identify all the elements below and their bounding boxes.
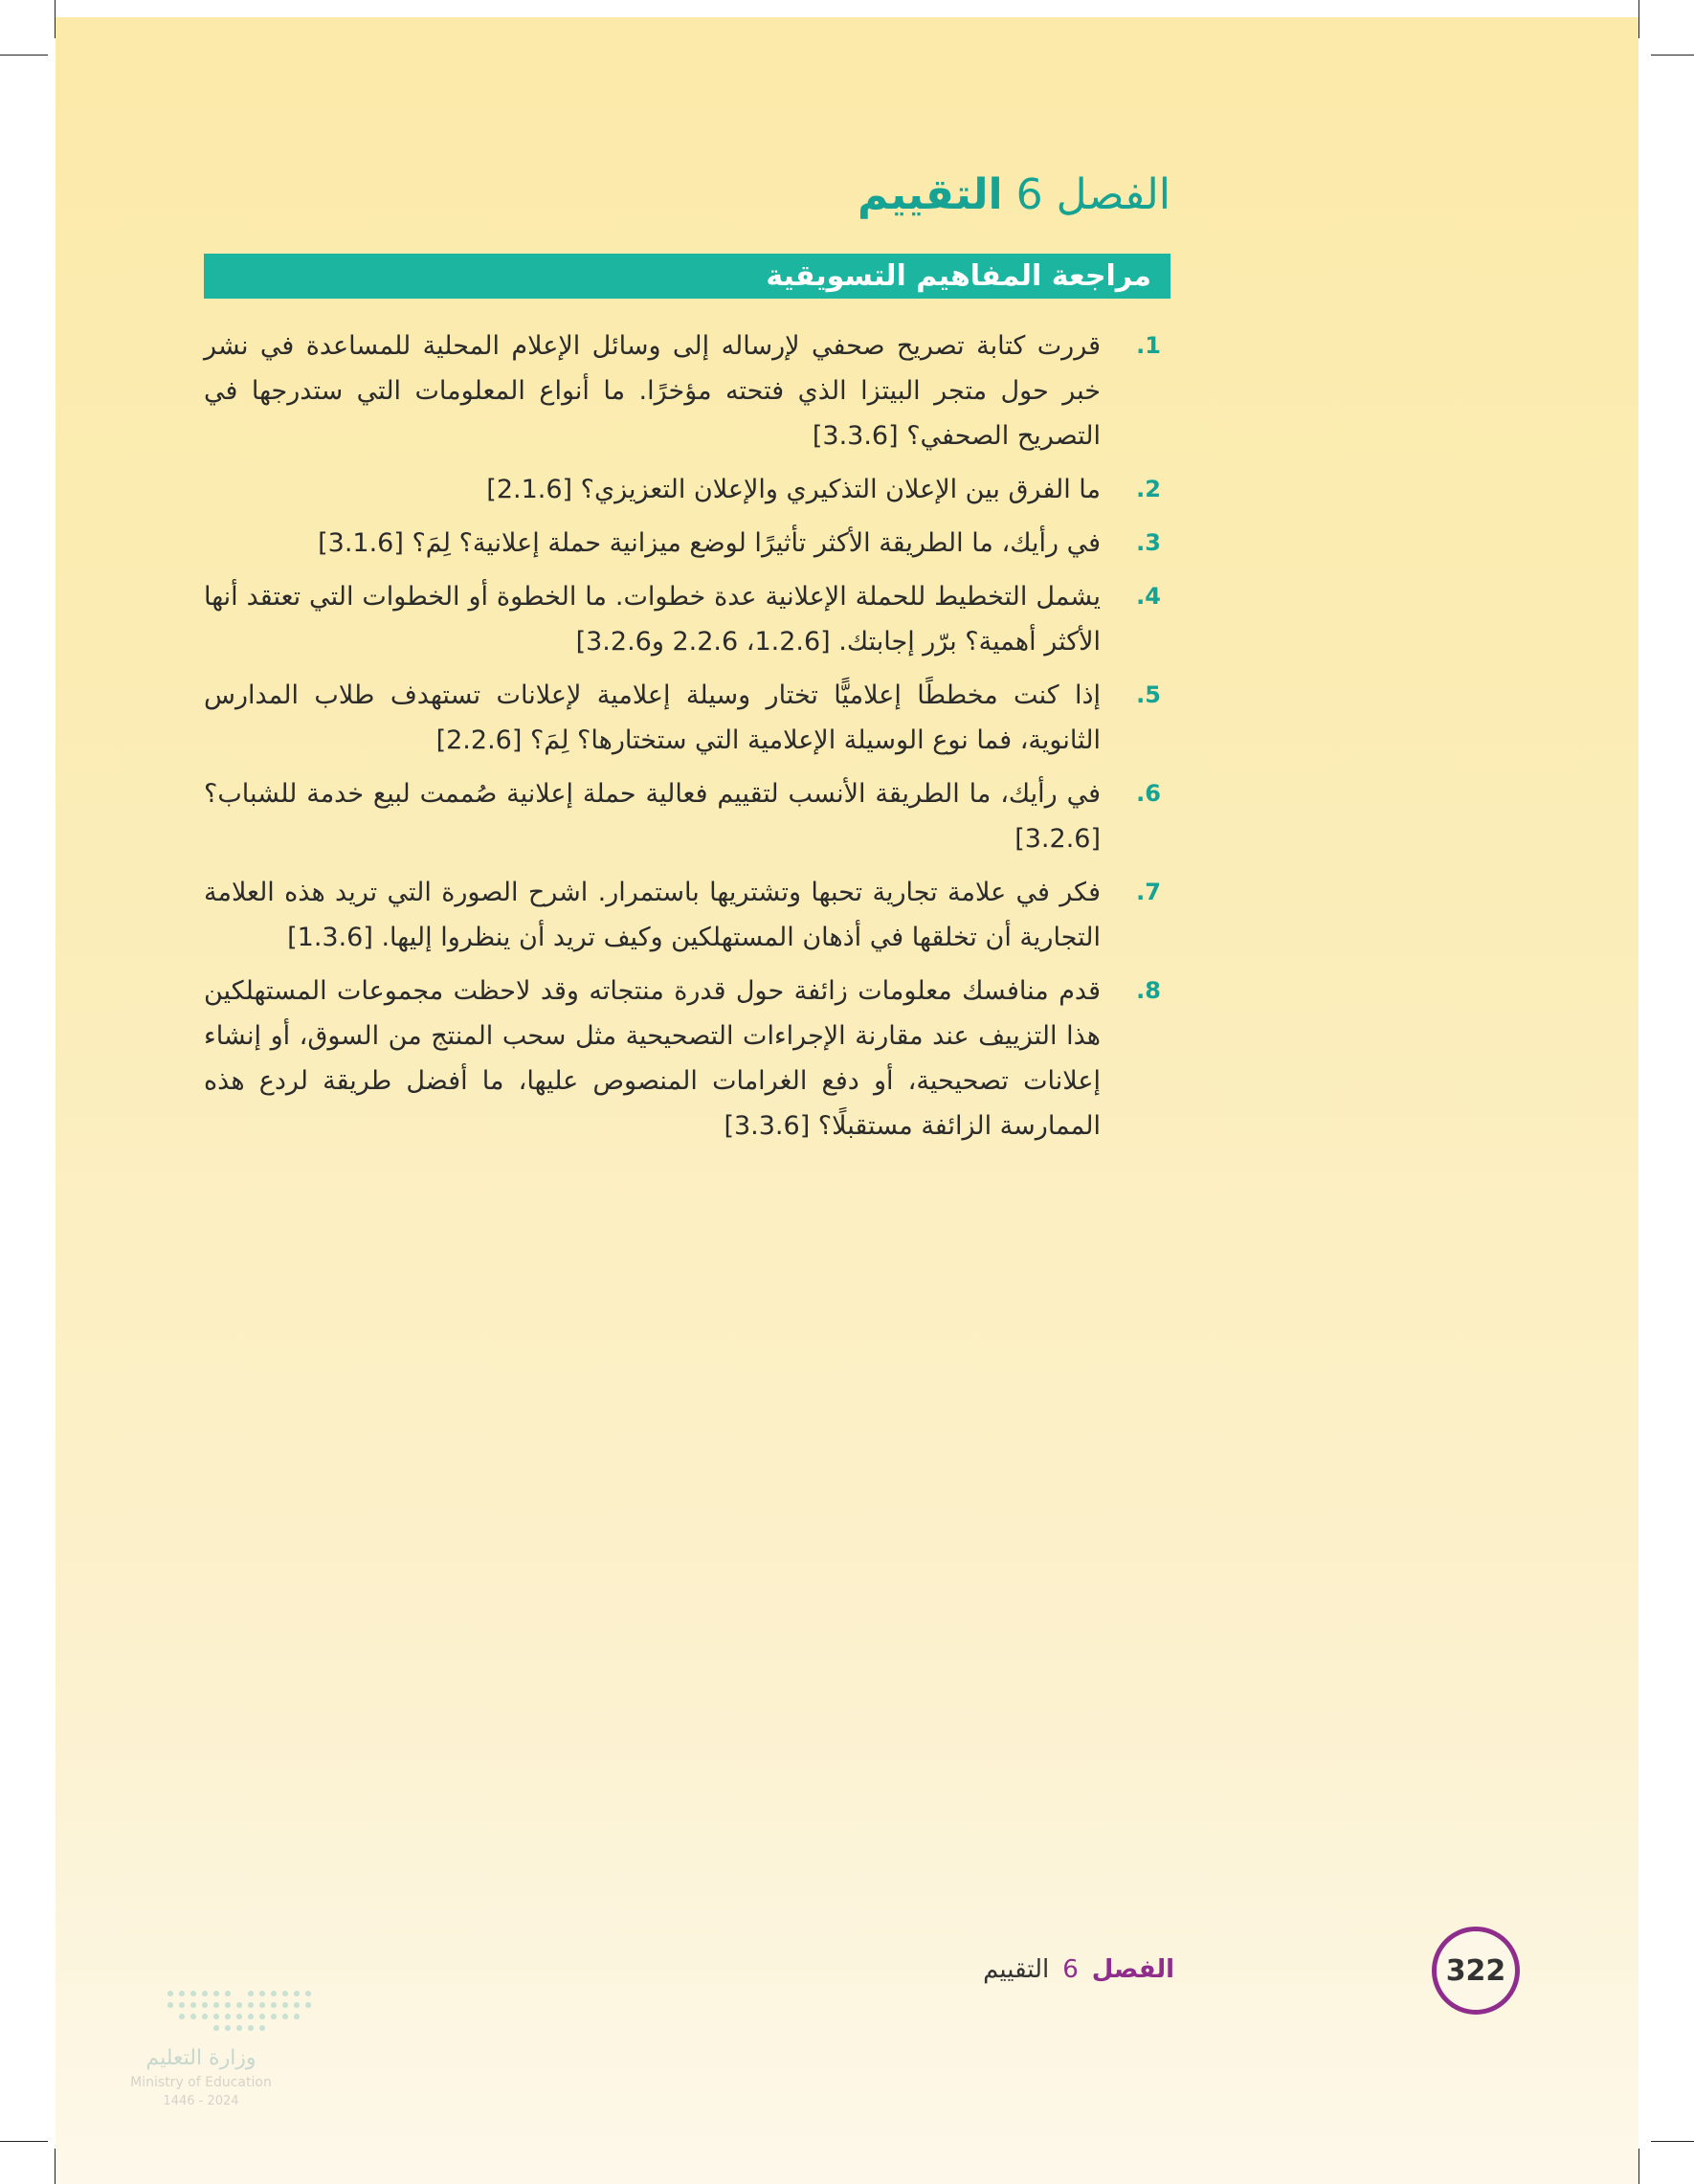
question-number: 6. <box>1136 780 1161 807</box>
chapter-label: الفصل 6 <box>1015 170 1170 219</box>
ministry-name-english: Ministry of Education <box>130 2075 272 2090</box>
question-text: في رأيك، ما الطريقة الأنسب لتقييم فعالية حملة إعلانية صُممت لبيع خدمة للشباب؟ [3.2.6] <box>204 779 1101 854</box>
question-text: قدم منافسك معلومات زائفة حول قدرة منتجاته وقد لاحظت مجموعات المستهلكين هذا التزييف عند مقارنة الإجراءات التصحيحية مثل سحب المنتج من السوق، أو إنشاء إعلانات تصحيحية، أو دفع الغرامات المنصوص عليها، ما أفضل طريقة لردع هذه الممارسة الزائفة مستقبلًا؟ [3.3.6] <box>204 976 1101 1141</box>
chapter-heading <box>858 170 1170 219</box>
question-text: إذا كنت مخططًا إعلاميًّا تختار وسيلة إعلامية لإعلانات تستهدف طلاب المدارس الثانوية، فما نوع الوسيلة الإعلامية التي ستختارها؟ لِمَ؟ [2.2.6] <box>204 680 1101 755</box>
question-item <box>204 870 1161 960</box>
crop-mark <box>55 2149 56 2184</box>
ministry-year: 2024 - 1446 <box>163 2094 239 2108</box>
footer-chapter-title: التقييم <box>983 1955 1050 1984</box>
question-text: يشمل التخطيط للحملة الإعلانية عدة خطوات. ما الخطوة أو الخطوات التي تعتقد أنها الأكثر أهمية؟ برّر إجابتك. [1.2.6، 2.2.6 و3.2.6] <box>204 582 1101 657</box>
question-item <box>204 969 1161 1148</box>
footer-chapter-label: الفصل <box>1091 1955 1174 1984</box>
question-text: ما الفرق بين الإعلان التذكيري والإعلان التعزيزي؟ [2.1.6] <box>486 475 1101 504</box>
page-number-badge <box>1432 1927 1520 2015</box>
question-number: 2. <box>1136 476 1161 502</box>
ministry-dots-icon <box>163 1986 316 2034</box>
question-number: 4. <box>1136 583 1161 610</box>
question-item <box>204 521 1161 566</box>
question-list <box>204 323 1161 1157</box>
question-number: 3. <box>1136 529 1161 556</box>
crop-mark <box>1638 2149 1639 2184</box>
crop-mark <box>0 2141 48 2142</box>
question-text: قررت كتابة تصريح صحفي لإرساله إلى وسائل الإعلام المحلية للمساعدة في نشر خبر حول متجر البيتزا الذي فتحته مؤخرًا. ما أنواع المعلومات التي ستدرجها في التصريح الصحفي؟ [3.3.6] <box>204 331 1101 451</box>
crop-mark <box>55 0 56 38</box>
ministry-logo <box>96 1986 316 2129</box>
question-number: 8. <box>1136 977 1161 1004</box>
question-item <box>204 574 1161 664</box>
page-number: 322 <box>1445 1953 1506 1988</box>
question-item <box>204 771 1161 861</box>
question-item <box>204 323 1161 458</box>
question-item <box>204 467 1161 512</box>
question-text: في رأيك، ما الطريقة الأكثر تأثيرًا لوضع ميزانية حملة إعلانية؟ لِمَ؟ [3.1.6] <box>318 528 1101 558</box>
crop-mark <box>1638 0 1639 38</box>
crop-mark <box>1651 55 1694 56</box>
crop-mark <box>1651 2141 1694 2142</box>
section-title-bar <box>204 254 1170 299</box>
question-number: 7. <box>1136 879 1161 905</box>
section-title: مراجعة المفاهيم التسويقية <box>766 259 1151 293</box>
chapter-title: التقييم <box>857 170 1003 219</box>
crop-mark <box>0 55 48 56</box>
footer-chapter-number: 6 <box>1062 1955 1079 1984</box>
ministry-name-arabic: وزارة التعليم <box>145 2046 256 2070</box>
question-number: 1. <box>1136 332 1161 359</box>
footer-chapter <box>983 1955 1174 1984</box>
question-text: فكر في علامة تجارية تحبها وتشتريها باستمرار. اشرح الصورة التي تريد هذه العلامة التجارية أن تخلقها في أذهان المستهلكين وكيف تريد أن ينظروا إليها. [1.3.6] <box>204 878 1101 952</box>
question-number: 5. <box>1136 681 1161 708</box>
question-item <box>204 673 1161 763</box>
